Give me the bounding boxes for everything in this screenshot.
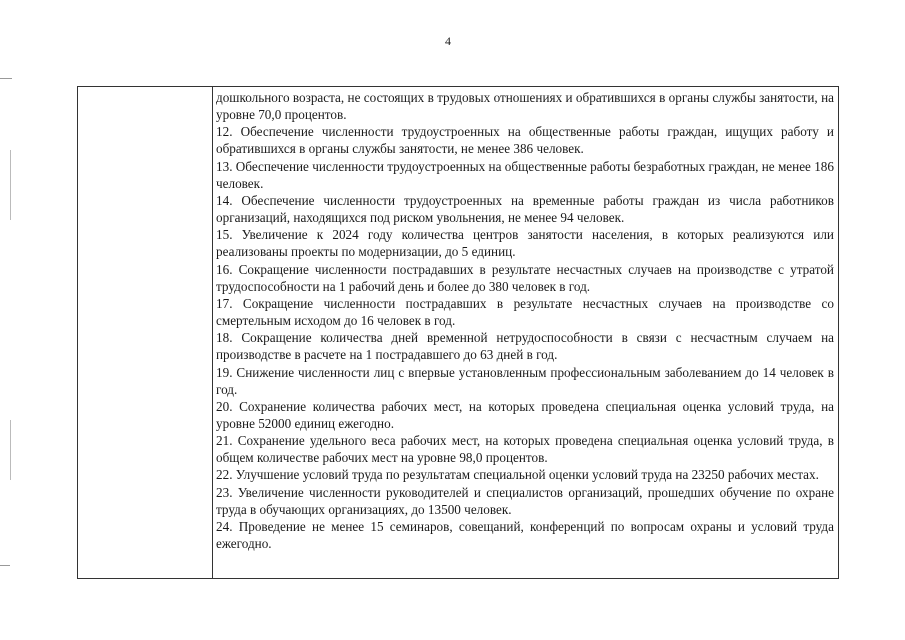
page-number: 4 <box>445 34 451 48</box>
list-item: 22. Улучшение условий труда по результатам специальной оценки условий труда на 23250 рабочих местах. <box>216 467 819 483</box>
list-item: 23. Увеличение численности руководителей и специалистов организаций, прошедших обучение по охране труда в обучающих организациях, до 13500 человек. <box>216 484 834 517</box>
list-item: 18. Сокращение количества дней временной нетрудоспособности в связи с несчастным случаем на производстве в расчете на 1 пострадавшего до 63 дней в год. <box>216 330 834 363</box>
list-item: 21. Сохранение удельного веса рабочих мест, на которых проведена специальная оценка условий труда, в общем количестве рабочих мест на уровне 98,0 процентов. <box>216 433 834 466</box>
list-item: 17. Сокращение численности пострадавших в результате несчастных случаев на производстве со смертельным исходом до 16 человек в год. <box>216 295 834 329</box>
list-item: 16. Сокращение численности пострадавших в результате несчастных случаев на производстве с утратой трудоспособности на 1 рабочий день и более до 380 человек в год. <box>216 261 834 294</box>
list-item: 12. Обеспечение численности трудоустроенных на общественные работы граждан, ищущих работу и обратившихся в органы службы занятости, не менее 386 человек. <box>216 124 834 157</box>
scan-margin-line <box>10 150 11 220</box>
scan-margin-dash <box>0 78 12 79</box>
list-item: дошкольного возраста, не состоящих в трудовых отношениях и обратившихся в органы службы занятости, на уровне 70,0 процентов. <box>216 90 834 123</box>
list-item: 14. Обеспечение численности трудоустроенных на временные работы граждан из числа работников организаций, находящихся под риском увольнения, не менее 94 человек. <box>216 192 834 226</box>
list-item: 13. Обеспечение численности трудоустроенных на общественные работы безработных граждан, не менее 186 человек. <box>216 158 834 191</box>
scan-margin-dash <box>0 565 10 566</box>
scan-margin-line <box>10 420 11 480</box>
table-right-column <box>216 89 834 552</box>
document-table <box>77 86 839 579</box>
list-item: 24. Проведение не менее 15 семинаров, совещаний, конференций по вопросам охраны и условий труда ежегодно. <box>216 518 834 552</box>
list-item: 15. Увеличение к 2024 году количества центров занятости населения, в которых реализуются или реализованы проекты по модернизации, до 5 единиц. <box>216 227 834 260</box>
table-left-column <box>78 87 213 578</box>
list-item: 20. Сохранение количества рабочих мест, на которых проведена специальная оценка условий труда, на уровне 52000 единиц ежегодно. <box>216 398 834 431</box>
list-item: 19. Снижение численности лиц с впервые установленным профессиональным заболеванием до 14 человек в год. <box>216 364 834 397</box>
